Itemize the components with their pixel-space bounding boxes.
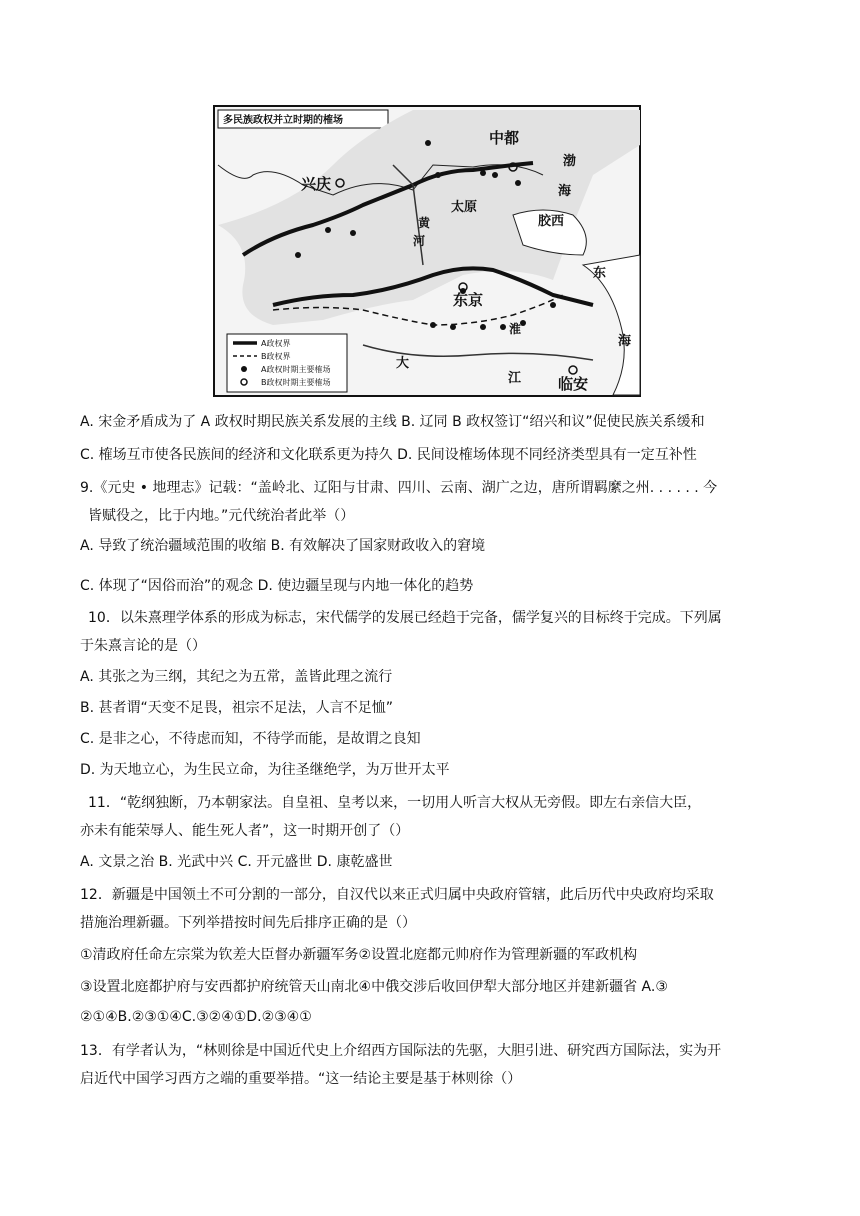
legend-a-dot (241, 366, 247, 372)
option-10b: B. 甚者谓“天变不足畏，祖宗不足法，人言不足恤” (80, 700, 394, 716)
label-da: 大 (396, 356, 410, 371)
legend-b-market: B政权时期主要榷场 (261, 378, 331, 387)
label-zhongdu: 中都 (489, 129, 520, 147)
map-svg (213, 105, 641, 397)
question-12-line1: 12．新疆是中国领土不可分割的一部分，自汉代以来正式归属中央政府管辖，此后历代中央政府均采取 (80, 887, 714, 903)
label-huai: 淮 (509, 322, 522, 336)
option-line-12: ②①④B.②③①④C.③②④①D.②③④① (80, 1009, 312, 1025)
label-huang: 黄 (418, 216, 431, 230)
label-hai1: 海 (558, 184, 572, 199)
label-jiang: 江 (508, 371, 522, 386)
option-line-9ab: A. 导致了统治疆域范围的收缩 B. 有效解决了国家财政收入的窘境 (80, 538, 486, 554)
label-taiyuan: 太原 (451, 200, 478, 215)
question-11-line2: 亦未有能荣辱人、能生死人者”，这一时期开创了（） (80, 823, 410, 839)
option-line-8cd: C. 榷场互市使各民族间的经济和文化联系更为持久 D. 民间设榷场体现不同经济类型具有一定互补性 (80, 447, 697, 463)
option-10d: D. 为天地立心，为生民立命，为往圣继绝学，为万世开太平 (80, 762, 450, 778)
question-13-line2: 启近代中国学习西方之端的重要举措。“这一结论主要是基于林则徐（） (80, 1071, 522, 1087)
option-10a: A. 其张之为三纲，其纪之为五常，盖皆此理之流行 (80, 669, 393, 685)
question-11-line1: 11．“乾纲独断，乃本朝家法。自皇祖、皇考以来，一切用人听言大权从无旁假。即左右亲信大臣， (88, 795, 702, 811)
label-xingqing: 兴庆 (301, 175, 332, 193)
label-dong: 东 (593, 266, 607, 281)
label-hai2: 海 (618, 334, 632, 349)
label-dongjing: 东京 (453, 291, 484, 309)
label-jiaoxi: 胶西 (538, 214, 565, 229)
map-figure (213, 105, 641, 397)
question-9-line2: 皆赋役之，比于内地。”元代统治者此举（） (88, 508, 355, 524)
legend-a-border: A政权界 (261, 339, 291, 348)
option-line-9cd: C. 体现了“因俗而治”的观念 D. 使边疆呈现与内地一体化的趋势 (80, 578, 474, 594)
question-12-item-line1: ①清政府任命左宗棠为钦差大臣督办新疆军务②设置北庭都元帅府作为管理新疆的军政机构 (80, 947, 638, 963)
option-line-8ab: A. 宋金矛盾成为了 A 政权时期民族关系发展的主线 B. 辽同 B 政权签订“绍兴和议”促使民族关系缓和 (80, 414, 705, 430)
question-12-item-line2: ③设置北庭都护府与安西都护府统管天山南北④中俄交涉后收回伊犁大部分地区并建新疆省 A.③ (80, 979, 668, 995)
question-10-line1: 10．以朱熹理学体系的形成为标志，宋代儒学的发展已经趋于完备，儒学复兴的目标终于完成。下列属 (88, 610, 722, 626)
question-13-line1: 13．有学者认为，“林则徐是中国近代史上介绍西方国际法的先驱，大胆引进、研究西方国际法，实为开 (80, 1043, 722, 1059)
label-bo: 渤 (563, 154, 577, 169)
label-he: 河 (413, 234, 426, 248)
option-line-11: A. 文景之治 B. 光武中兴 C. 开元盛世 D. 康乾盛世 (80, 854, 393, 870)
option-10c: C. 是非之心，不待虑而知，不待学而能，是故谓之良知 (80, 731, 421, 747)
question-9-line1: 9.《元史 • 地理志》记载：“盖岭北、辽阳与甘肃、四川、云南、湖广之边，唐所谓羁縻之州. . . . . . 今 (80, 480, 718, 496)
map-title: 多民族政权并立时期的榷场 (223, 115, 343, 126)
legend-b-border: B政权界 (261, 352, 291, 361)
legend-a-market: A政权时期主要榷场 (261, 365, 331, 374)
question-12-line2: 措施治理新疆。下列举措按时间先后排序正确的是（） (80, 915, 416, 931)
label-linan: 临安 (558, 375, 589, 393)
question-10-line2: 于朱熹言论的是（） (80, 638, 206, 654)
